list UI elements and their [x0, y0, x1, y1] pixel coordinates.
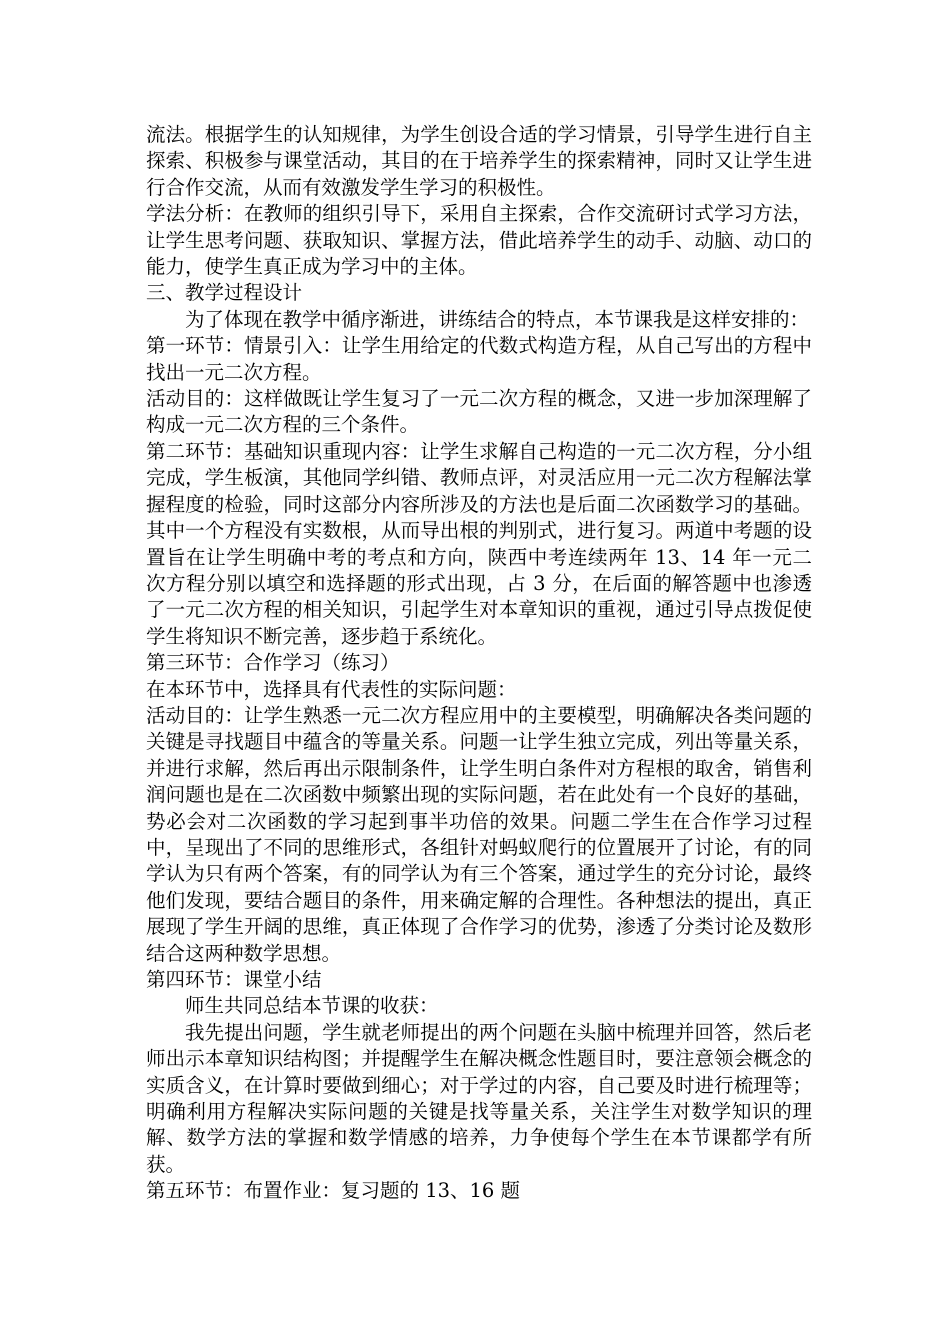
- paragraph-step-three-intro: 在本环节中，选择具有代表性的实际问题：: [146, 677, 517, 701]
- paragraph-step-four-heading: 第四环节：课堂小结: [146, 968, 322, 991]
- paragraph-learning-method-analysis: 学法分析：在教师的组织引导下，采用自主探索，合作交流研讨式学习方法，让学生思考问题、获取知识、掌握方法，借此培养学生的动手、动脑、动口的能力，使学生真正成为学习中的主体。: [146, 202, 812, 279]
- paragraph-step-one: 第一环节：情景引入：让学生用给定的代数式构造方程，从自己写出的方程中找出一元二次方程。: [146, 334, 812, 384]
- paragraph-step-one-purpose: 活动目的：这样做既让学生复习了一元二次方程的概念，又进一步加深理解了构成一元二次方程的三个条件。: [146, 387, 812, 437]
- paragraph-step-two: 第二环节：基础知识重现内容：让学生求解自己构造的一元二次方程，分小组完成，学生板演，其他同学纠错、教师点评，对灵活应用一元二次方程解法掌握程度的检验，同时这部分内容所涉及的方法也是后面二次函数学习的基础。其中一个方程没有实数根，从而导出根的判别式，进行复习。两道中考题的设置旨在让学生明确中考的考点和方向，陕西中考连续两年 13、14 年一元二次方程分别以填空和选择题的形式出现，占 3 分，在后面的解答题中也渗透了一元二次方程的相关知识，引起学生对本章知识的重视，通过引导点拨促使学生将知识不断完善，逐步趋于系统化。: [146, 439, 812, 648]
- paragraph-process-intro: 为了体现在教学中循序渐进，讲练结合的特点，本节课我是这样安排的：: [185, 307, 810, 331]
- paragraph-step-four-body: 我先提出问题，学生就老师提出的两个问题在头脑中梳理并回答，然后老师出示本章知识结构图；并提醒学生在解决概念性题目时，要注意领会概念的实质含义，在计算时要做到细心；对于学过的内容，自己要及时进行梳理等；明确利用方程解决实际问题的关键是找等量关系，关注学生对数学知识的理解、数学方法的掌握和数学情感的培养，力争使每个学生在本节课都学有所获。: [146, 1020, 812, 1176]
- paragraph-teaching-method-continued: 流法。根据学生的认知规律，为学生创设合适的学习情景，引导学生进行自主探索、积极参与课堂活动，其目的在于培养学生的探索精神，同时又让学生进行合作交流，从而有效激发学生学习的积极性。: [146, 123, 812, 199]
- paragraph-step-three-purpose: 活动目的：让学生熟悉一元二次方程应用中的主要模型，明确解决各类问题的关键是寻找题目中蕴含的等量关系。问题一让学生独立完成，列出等量关系，并进行求解，然后再出示限制条件，让学生明白条件对方程根的取舍，销售利润问题也是在二次函数中频繁出现的实际问题，若在此处有一个良好的基础，势必会对二次函数的学习起到事半功倍的效果。问题二学生在合作学习过程中，呈现出了不同的思维形式，各组针对蚂蚁爬行的位置展开了讨论，有的同学认为只有两个答案，有的同学认为有三个答案，通过学生的充分讨论，最终他们发现，要结合题目的条件，用来确定解的合理性。各种想法的提出，真正展现了学生开阔的思维，真正体现了合作学习的优势，渗透了分类讨论及数形结合这两种数学思想。: [146, 703, 812, 965]
- paragraph-step-four-intro: 师生共同总结本节课的收获：: [185, 994, 439, 1018]
- section-heading-teaching-process: 三、教学过程设计: [146, 281, 303, 305]
- paragraph-step-five: 第五环节：布置作业：复习题的 13、16 题: [146, 1179, 521, 1203]
- document-body: [146, 122, 812, 1205]
- paragraph-step-three-heading: 第三环节：合作学习（练习）: [146, 651, 400, 675]
